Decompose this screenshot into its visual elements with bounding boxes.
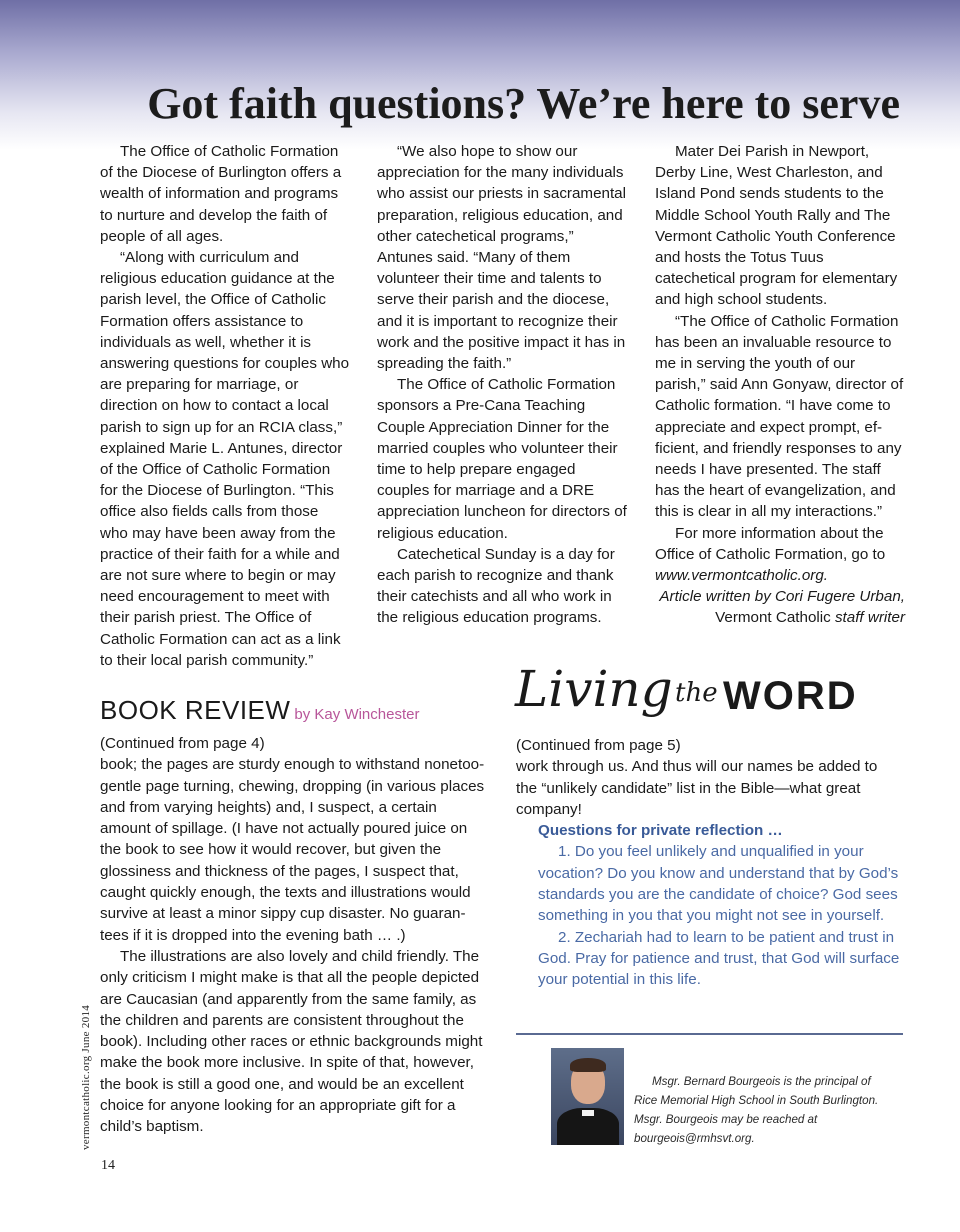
author-bio-text: Msgr. Bernard Bourgeois is the principal of Rice Memorial High School in South Burlington. Msgr. Bourgeois may be reached at bourgeois@rmhsvt.org.	[634, 1075, 879, 1145]
article-column-3	[655, 141, 905, 629]
question-item: 1. Do you feel unlikely and unqualified in your vocation? Do you know and understand that by God’s standards you are the candidate of choice? God sees something in you that you might not see in yourself.	[538, 843, 899, 925]
article-column-2	[377, 141, 629, 629]
page-headline: Got faith questions? We’re here to serve	[147, 79, 900, 128]
questions-heading: Questions for private reflection …	[538, 822, 783, 840]
page-number: 14	[101, 1158, 115, 1173]
living-word-body	[516, 735, 901, 991]
more-info-text: For more information about the Office of Catholic Formation, go to	[655, 524, 886, 563]
living-word-script: Living	[515, 660, 673, 718]
article-column-1	[100, 141, 350, 671]
more-info-paragraph	[655, 523, 905, 587]
continued-note: (Continued from page 5)	[516, 737, 681, 754]
book-review-title: BOOK REVIEW	[100, 695, 291, 725]
article-paragraph: “The Office of Catholic Formation has been an invaluable resource to me in serving the youth of our parish,” said Ann Gonyaw, director of Catholic formation. “I have come to appreciate and expect prompt, efficient, and friendly responses to any needs I have presented. The staff has the heart of evangelization, and this is clear in all my interactions.”	[655, 312, 904, 521]
staff-writer-label: staff writer	[834, 609, 905, 627]
living-word-paragraph: work through us. And thus will our names be added to the “unlikely candidate” list in the Bible—what great company!	[516, 758, 878, 818]
article-paragraph: The Office of Catholic Formation sponsors a Pre-Cana Teaching Couple Appreciation Dinner for the married couples who volunteer their time to help prepare engaged couples for marriage and a DRE appreciation luncheon for directors of religious education.	[377, 376, 627, 542]
living-word-the: the	[675, 678, 718, 708]
section-divider	[516, 1033, 903, 1035]
living-word-word: WORD	[723, 674, 858, 718]
article-paragraph: The Office of Catholic Formation of the Diocese of Burlington offers a wealth of information and programs to nurture and develop the faith of people of all ages.	[100, 143, 342, 245]
book-review-byline: by Kay Winchester	[294, 706, 420, 723]
author-photo	[551, 1048, 624, 1145]
author-bio	[634, 1072, 894, 1148]
vermontcatholic-link[interactable]: www.vermontcatholic.org.	[655, 567, 829, 585]
article-paragraph: “Along with curriculum and religious education guidance at the parish level, the Office of Catholic Formation offers assistance to individuals as well, whether it is answering questions for couples who are preparing for marriage, or direction on how to contact a local parish to sign up for an RCIA class,” explained Marie L. Antunes, director of the Office of Catholic Formation for the Diocese of Burlington. “This office also fields calls from those who may have been away from the practice of their faith for a while and are not sure where to begin or may need encouragement to meet with their parish priest. The Office of Catholic Formation can act as a link to their local parish community.”	[100, 249, 350, 669]
article-credit-line2	[655, 607, 905, 628]
book-review-paragraph: The illustrations are also lovely and child friendly. The only criticism I might make is that all the people depicted are Caucasian (and apparently from the same family, as the children and parents are consistent throughout the book). Including other races or ethnic backgrounds might make the book more inclusive. In spite of that, however, the book is still a good one, and would be an excellent choice for anyone looking for an appropriate gift for a child’s baptism.	[100, 947, 483, 1136]
living-word-heading	[515, 660, 895, 730]
photo-hair	[570, 1058, 606, 1072]
publication-name: Vermont Catholic	[715, 609, 835, 627]
side-publication-text: vermontcatholic.org June 2014	[80, 1004, 92, 1150]
headline-container	[100, 78, 900, 129]
question-item: 2. Zechariah had to learn to be patient and trust in God. Pray for patience and trust, that God will surface your potential in this life.	[538, 928, 900, 989]
article-paragraph: Catechetical Sunday is a day for each parish to recognize and thank their catechists and all who work in the religious education programs.	[377, 545, 615, 627]
book-review-body	[100, 733, 485, 1138]
book-review-paragraph: book; the pages are sturdy enough to withstand nonetoo-gentle page turning, chewing, dropping (in various places and from varying heights) and, I suspect, a certain amount of spillage. (I have not actually poured juice on the book to see how it would recover, but given the glossiness and thickness of the pages, I suspect that, caught quickly enough, the texts and illustrations would survive at least a minor sippy cup disaster. No guarantees if it is dropped into the evening bath … .)	[100, 756, 485, 944]
article-paragraph: Mater Dei Parish in Newport, Derby Line, West Charleston, and Island Pond sends students to the Middle School Youth Rally and The Vermont Catholic Youth Conference and hosts the Totus Tuus catechetical program for elementary and high school students.	[655, 143, 898, 309]
continued-note: (Continued from page 4)	[100, 735, 265, 752]
article-paragraph: “We also hope to show our appreciation for the many individuals who assist our priests in sacramental preparation, religious education, and other catechetical programs,” Antunes said. “Many of them volunteer their time and talents to serve their parish and the diocese, and it is important to recognize their work and the positive impact it has in spreading the faith.”	[377, 143, 627, 373]
book-review-heading	[100, 695, 419, 726]
article-credit: Article written by Cori Fugere Urban,	[659, 588, 905, 606]
photo-collar	[582, 1110, 594, 1116]
